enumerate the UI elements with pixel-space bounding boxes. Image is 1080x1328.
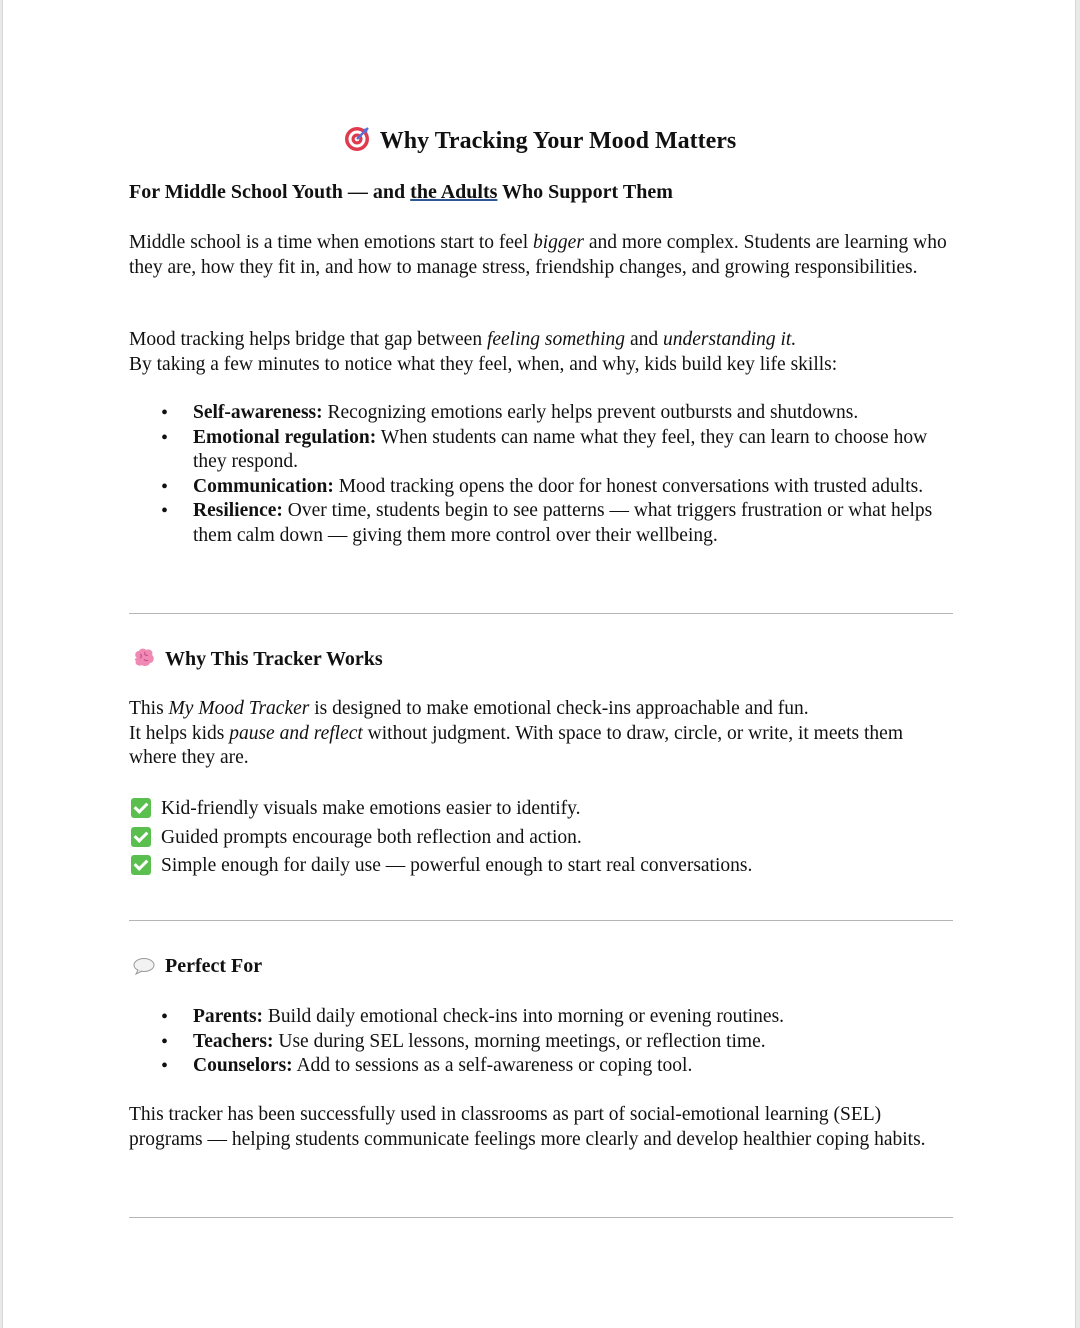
check-item [131,797,581,821]
works-heading [133,648,383,674]
check-item [131,854,752,878]
check-item-text: Simple enough for daily use — powerful enough to start real conversations. [161,855,753,876]
skill-label: Self-awareness: [193,402,323,423]
works-heading-text: Why This Tracker Works [165,648,383,670]
document-page [2,0,1076,1328]
audience-label: Teachers: [193,1030,274,1052]
section-divider [129,1217,953,1218]
works-p2-a: It helps kids [129,722,230,744]
works-p1-a: This [129,698,169,719]
section-divider [129,920,953,921]
speech-bubble-icon [133,957,155,981]
audience-text: Add to sessions as a self-awareness or coping tool. [292,1055,693,1076]
list-item [129,426,949,475]
intro-p2-em1: feeling something [486,329,626,350]
intro-p1-em: bigger [533,232,584,253]
page-subtitle [129,181,673,204]
intro-p1-a: Middle school is a time when emotions start to feel [129,232,534,253]
list-item [129,1054,949,1079]
skill-text: Recognizing emotions early helps prevent outbursts and shutdowns. [322,402,859,423]
skill-text: Mood tracking opens the door for honest conversations with trusted adults. [333,475,924,497]
works-p2-em: pause and reflect [229,722,363,744]
brain-icon [133,648,155,674]
intro-p2-b: and [625,329,663,350]
check-item-text: Guided prompts encourage both reflection and action. [161,827,582,848]
list-item [129,401,949,426]
dart-target-icon [344,126,370,159]
section-divider [129,613,953,614]
audience-list [129,1005,949,1079]
audience-label: Counselors: [193,1055,293,1076]
subtitle-part1: For Middle School Youth — and [129,181,411,203]
closing-paragraph: This tracker has been successfully used in classrooms as part of social-emotional learning (SEL) programs — helping students communicate feelings more clearly and develop healthier coping habits. [129,1104,926,1150]
works-p1-b: is designed to make emotional check-ins approachable and fun. [309,698,809,719]
subtitle-underlined: the Adults [410,181,498,203]
audience-text: Build daily emotional check-ins into morning or evening routines. [263,1006,785,1027]
skills-list [129,401,949,548]
list-item [129,499,949,548]
list-item [129,1005,949,1030]
check-mark-button-icon [131,855,151,875]
skill-text: Over time, students begin to see patterns — what triggers frustration or what helps them calm down — giving them more control over their wellbeing. [193,500,933,546]
subtitle-part2: Who Support Them [497,181,673,203]
perfect-heading-text: Perfect For [165,955,263,977]
skill-label: Communication: [193,475,334,497]
works-p2-b: without judgment. With space to draw, circle, or write, it meets them where they are. [129,722,903,768]
intro-p2-c: By taking a few minutes to notice what they feel, when, and why, kids build key life skills: [129,353,838,375]
check-mark-button-icon [131,798,151,818]
page-title [127,126,953,159]
list-item [129,475,949,500]
perfect-heading [133,955,262,981]
intro-paragraph-2 [129,328,949,377]
intro-p2-a: Mood tracking helps bridge that gap between [129,329,487,350]
audience-text: Use during SEL lessons, morning meetings, or reflection time. [273,1030,766,1052]
page-title-text: Why Tracking Your Mood Matters [379,128,737,154]
intro-p2-em2: understanding it. [662,329,797,350]
intro-paragraph-1 [129,231,949,280]
skill-label: Emotional regulation: [193,426,377,448]
intro-p1-b: and more complex. Students are learning who they are, how they fit in, and how to manage stress, friendship changes, and growing responsibilities. [129,232,947,278]
check-mark-button-icon [131,827,151,847]
audience-label: Parents: [193,1006,264,1027]
list-item [129,1030,949,1055]
check-item [131,826,582,850]
works-p1-em: My Mood Tracker [168,698,310,719]
skill-label: Resilience: [193,500,283,521]
skill-text: When students can name what they feel, they can learn to choose how they respond. [193,426,928,472]
check-item-text: Kid-friendly visuals make emotions easier to identify. [161,798,581,819]
works-paragraph-1 [129,697,949,771]
